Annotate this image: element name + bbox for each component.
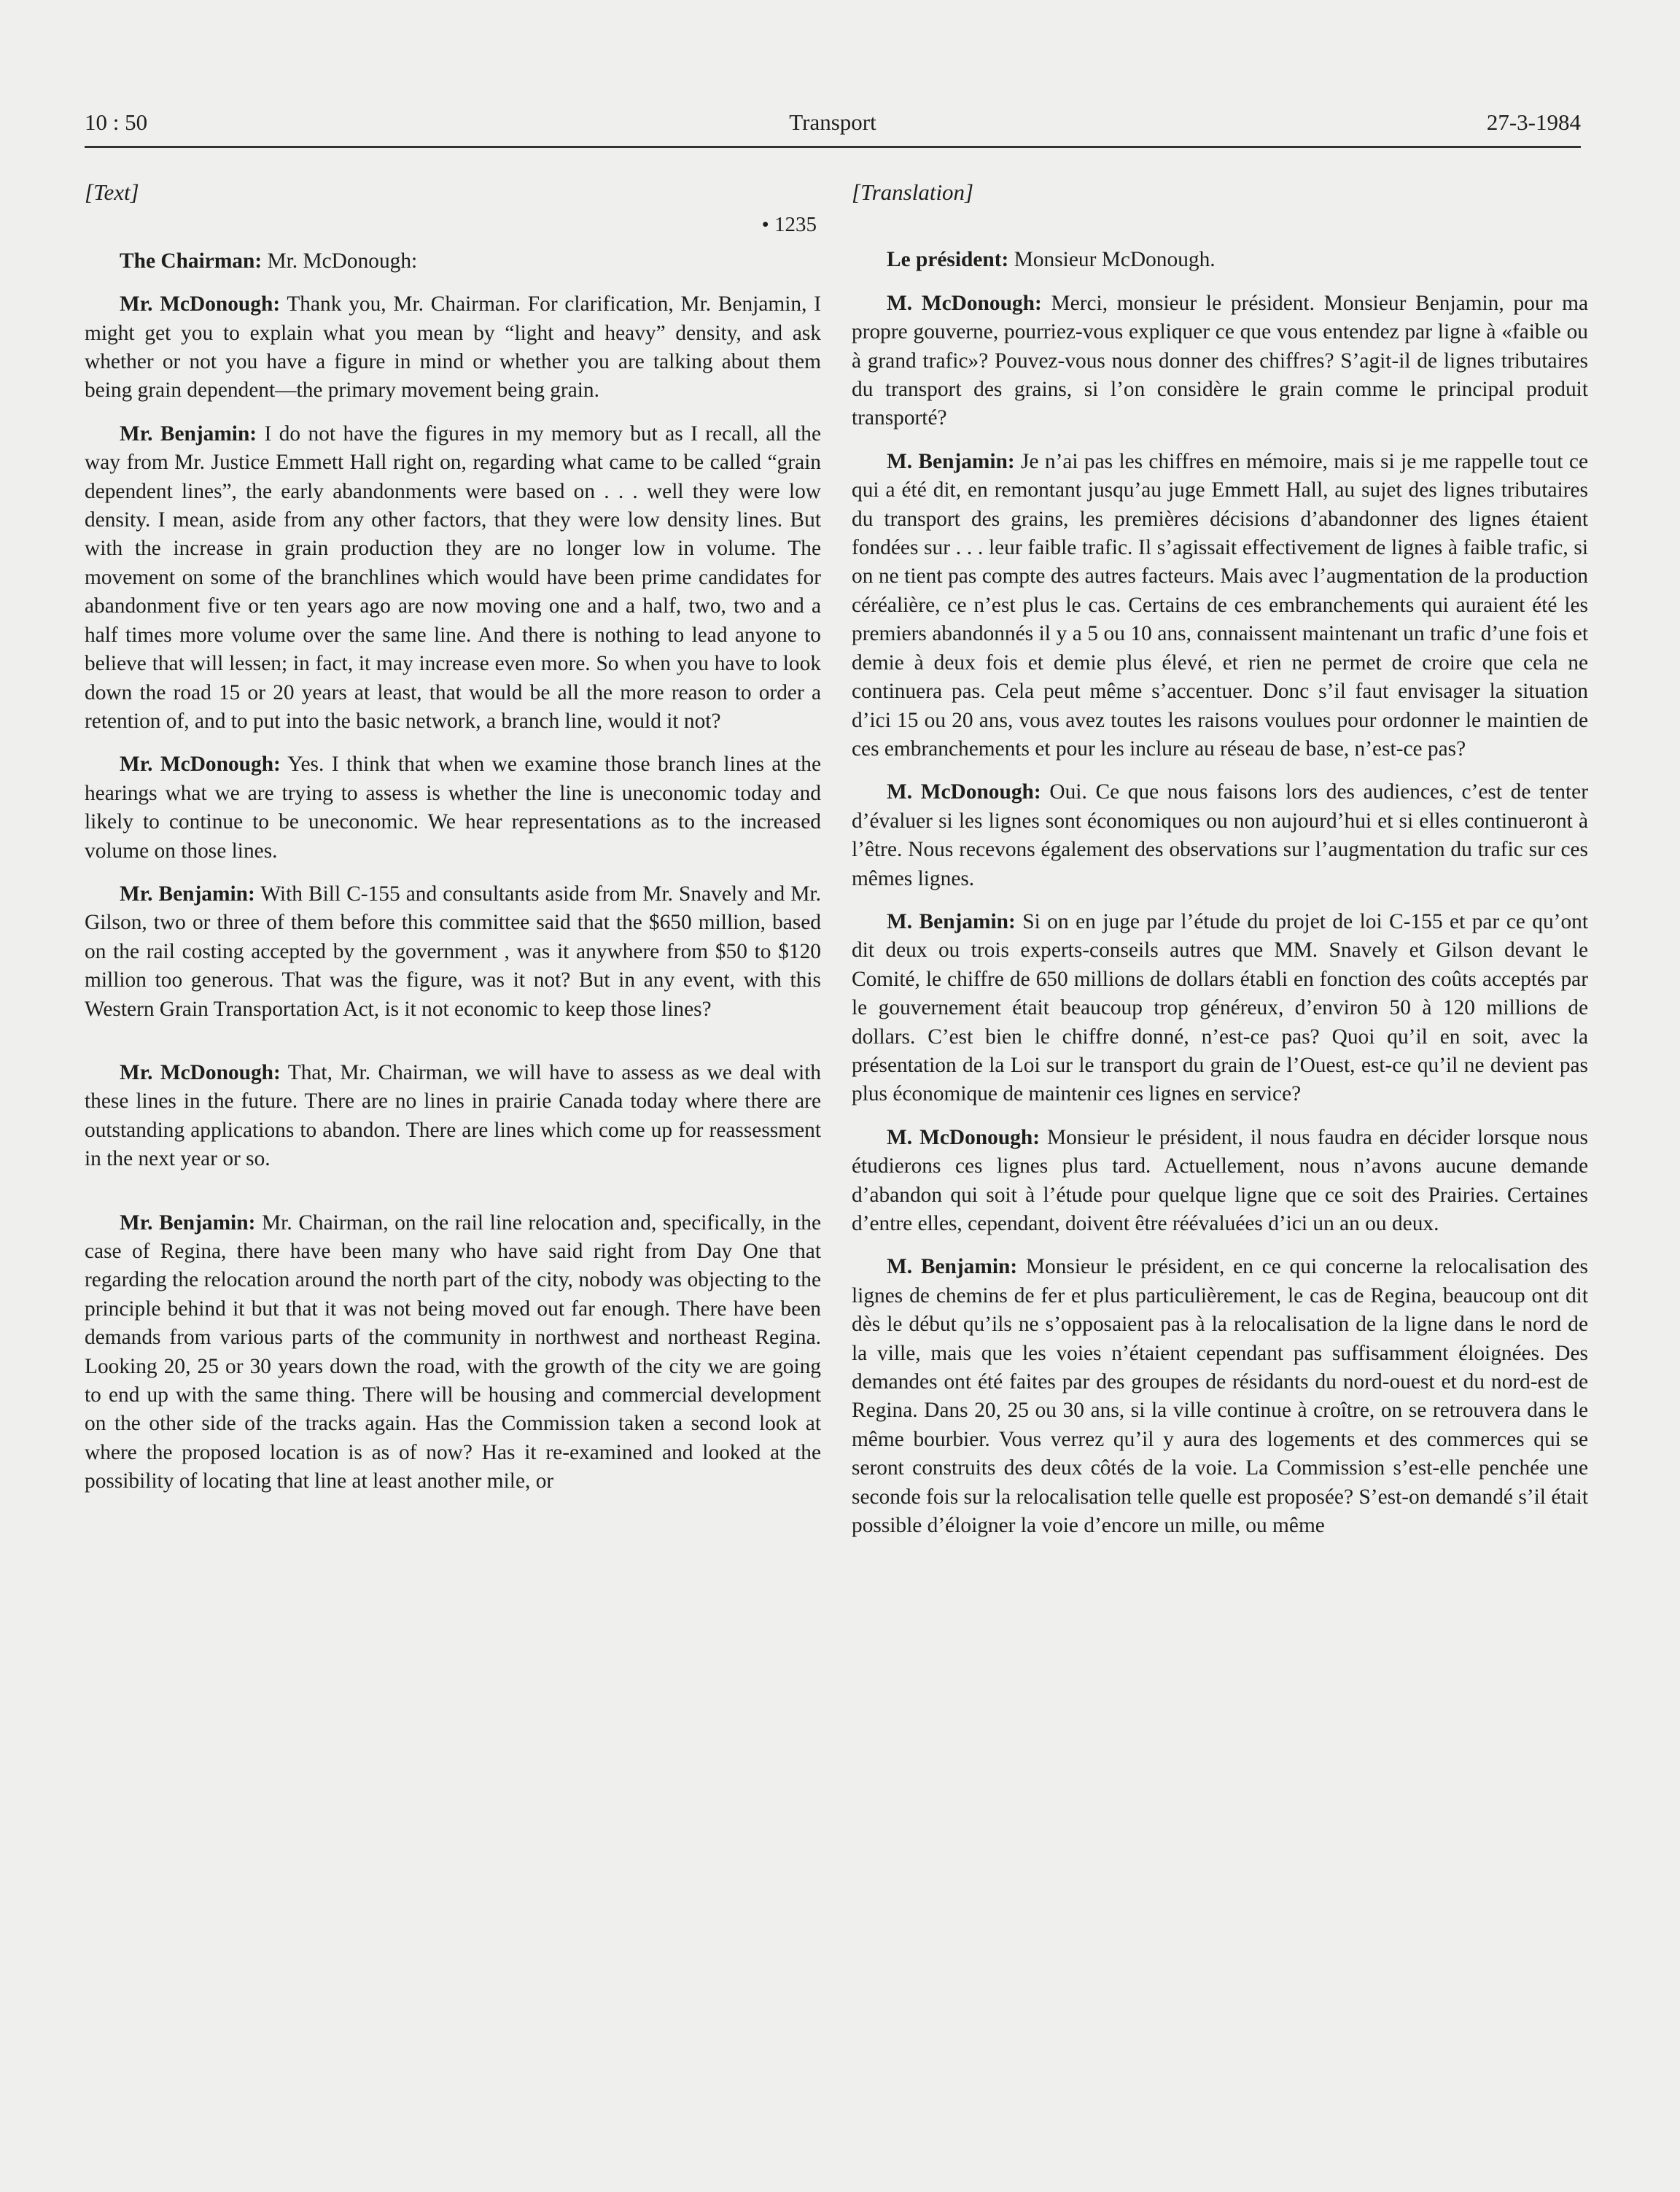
transcript-paragraph	[85, 1059, 821, 1174]
paragraph-text: With Bill C-155 and consultants aside from Mr. Snavely and Mr. Gilson, two or three of them before this committee said that the $650 million, based on the rail costing accepted by the government , was it anywhere from $50 to $120 million too generous. That was the figure, was it not? But in any event, with this Western Grain Transportation Act, is it not economic to keep those lines?	[85, 882, 821, 1021]
speaker-name: M. Benjamin:	[887, 909, 1016, 933]
transcript-paragraph	[852, 778, 1588, 893]
paragraph-text: That, Mr. Chairman, we will have to assess as we deal with these lines in the future. There are no lines in prairie Canada today where there are outstanding applications to abandon. There are lines which come up for reassessment in the next year or so.	[85, 1060, 821, 1171]
speaker-name: M. McDonough:	[887, 780, 1041, 804]
paragraph-text: Yes. I think that when we examine those branch lines at the hearings what we are trying to assess is whether the line is uneconomic today and likely to continue to be uneconomic. We hear representations as to the increased volume on those lines.	[85, 753, 821, 863]
transcript-paragraph	[852, 246, 1588, 274]
speaker-name: M. Benjamin:	[887, 1255, 1018, 1279]
page-date: 27-3-1984	[1486, 109, 1581, 135]
paragraph-text: Mr. McDonough:	[262, 249, 418, 273]
column-label-text: [Translation]	[852, 179, 974, 205]
transcript-paragraph	[852, 289, 1588, 433]
speaker-name: Mr. McDonough:	[120, 753, 281, 777]
french-column	[852, 178, 1588, 1555]
paragraph-text: Je n’ai pas les chiffres en mémoire, mais si je me rappelle tout ce qui a été dit, en remontant jusqu’au juge Emmett Hall, au sujet des lignes tributaires du transport des grains, les premières décisions d’abandonner des lignes étaient fondées sur . . . leur faible trafic. Il s’agissait effectivement de lignes à faible trafic, si on ne tient pas compte des autres facteurs. Mais avec l’augmentation de la production céréalière, ce n’est plus le cas. Certains de ces embranchements qui auraient été les premiers abandonnés il y a 5 ou 10 ans, connaissent maintenant un trafic d’une fois et demie à deux fois et demie plus élevé, et rien ne permet de croire que cela ne continuera pas. Cela peut même s’accentuer. Donc s’il faut envisager la situation d’ici 15 ou 20 ans, vous avez toutes les raisons voulues pour ordonner le maintien de ces embranchements et pour les inclure au réseau de base, n’est-ce pas?	[852, 449, 1588, 761]
transcript-paragraph	[852, 448, 1588, 763]
speaker-name: M. McDonough:	[887, 1125, 1040, 1149]
transcript-paragraph	[852, 908, 1588, 1109]
transcript-paragraph	[85, 290, 821, 405]
page-header	[85, 105, 1581, 148]
time-marker: • 1235	[761, 213, 817, 237]
transcript-paragraph	[85, 750, 821, 866]
paragraph-text: Si on en juge par l’étude du projet de loi C-155 et par ce qu’ont dit deux ou trois experts-conseils autres que MM. Snavely et Gilson devant le Comité, le chiffre de 650 millions de dollars établi en fonction des coûts acceptés par le gouvernement était beaucoup trop généreux, d’environ 50 à 120 millions de dollars. C’est bien le chiffre donné, n’est-ce pas? Quoi qu’il en soit, avec la présentation de la Loi sur le transport du grain de l’Ouest, est-ce qu’il ne devient pas plus économique de maintenir ces lignes en service?	[852, 909, 1588, 1106]
speaker-name: M. Benjamin:	[887, 449, 1015, 473]
transcript-paragraph	[85, 247, 821, 276]
paragraph-text: Mr. Chairman, on the rail line relocation and, specifically, in the case of Regina, there have been many who have said right from Day One that regarding the relocation around the north part of the city, nobody was objecting to the principle behind it but that it was not being moved out far enough. There have been demands from various parts of the community in northwest and northeast Regina. Looking 20, 25 or 30 years down the road, with the growth of the city we are going to end up with the same thing. There will be housing and commercial development on the other side of the tracks again. Has the Commission taken a second look at where the proposed location is as of now? Has it re-examined and looked at the possibility of locating that line at least another mile, or	[85, 1210, 821, 1493]
speaker-name: Mr. McDonough:	[120, 292, 281, 316]
english-column	[85, 178, 821, 1511]
paragraph-text: Merci, monsieur le président. Monsieur Benjamin, pour ma propre gouverne, pourriez-vous expliquer ce que vous entendez par ligne à «faible ou à grand trafic»? Pouvez-vous nous donner des chiffres? S’agit-il de lignes tributaires du transport des grains, si l’on considère le grain comme le principal produit transporté?	[852, 291, 1588, 430]
transcript-paragraph	[852, 1253, 1588, 1540]
spacer	[85, 1038, 821, 1059]
transcript-paragraph	[85, 880, 821, 1024]
speaker-name: Le président:	[887, 248, 1009, 272]
speaker-name: Mr. McDonough:	[120, 1060, 281, 1084]
column-label-text: [Text]	[85, 179, 139, 205]
paragraph-text: Monsieur le président, en ce qui concerne la relocalisation des lignes de chemins de fer et plus particulièrement, le cas de Regina, beaucoup ont dit dès le début qu’ils ne s’opposaient pas à la relocalisation de la ligne dans le nord de la ville, mais que les voies n’étaient cependant pas suffisamment éloignées. Des demandes ont été faites par des groupes de résidants du nord-ouest et du nord-est de Regina. Dans 20, 25 ou 30 ans, si la ville continue à croître, on se retrouvera dans le même bourbier. Vous verrez qu’il y aura des logements et des commerces qui se seront construits des deux côtés de la voie. La Commission s’est-elle penchée une seconde fois sur la relocalisation telle quelle est proposée? S’est-on demandé s’il était possible d’éloigner la voie d’encore un mille, ou même	[852, 1255, 1588, 1538]
paragraph-text: Monsieur le président, il nous faudra en décider lorsque nous étudierons ces lignes plus tard. Actuellement, nous n’avons aucune demande d’abandon qui soit à l’étude pour quelque ligne que ce soit des Prairies. Certaines d’entre elles, cependant, doivent être réévaluées d’ici un an ou deux.	[852, 1125, 1588, 1235]
paragraph-text: I do not have the figures in my memory but as I recall, all the way from Mr. Justice Emmett Hall right on, regarding what came to be called “grain dependent lines”, the early abandonments were based on . . . well they were low density. I mean, aside from any other factors, that they were low density lines. But with the increase in grain production they are no longer low in volume. The movement on some of the branchlines which would have been prime candidates for abandonment five or ten years ago are now moving one and a half, two, two and a half times more volume over the same line. And there is nothing to lead anyone to believe that will lessen; in fact, it may increase even more. So when you have to look down the road 15 or 20 years at least, that would be all the more reason to order a retention of, and to put into the basic network, a branch line, would it not?	[85, 421, 821, 733]
speaker-name: Mr. Benjamin:	[120, 421, 257, 446]
paragraph-text: Thank you, Mr. Chairman. For clarification, Mr. Benjamin, I might get you to explain what you mean by “light and heavy” density, and ask whether or not you have a figure in mind or whether you are talking about them being grain dependent—the primary movement being grain.	[85, 292, 822, 403]
transcript-paragraph	[85, 1209, 821, 1496]
running-title: Transport	[789, 109, 876, 135]
paragraph-text: Monsieur McDonough.	[1008, 248, 1216, 272]
speaker-name: The Chairman:	[120, 249, 262, 273]
speaker-name: Mr. Benjamin:	[120, 882, 255, 906]
page-number: 10 : 50	[85, 109, 148, 135]
spacer	[85, 1189, 821, 1209]
speaker-name: Mr. Benjamin:	[120, 1210, 256, 1235]
transcript-paragraph	[85, 420, 821, 736]
transcript-paragraph	[852, 1124, 1588, 1239]
paragraph-text: Oui. Ce que nous faisons lors des audiences, c’est de tenter d’évaluer si les lignes sont économiques ou non aujourd’hui et si elles continueront à l’être. Nous recevons également des observations sur l’augmentation du trafic sur ces mêmes lignes.	[852, 780, 1588, 890]
speaker-name: M. McDonough:	[887, 291, 1042, 315]
